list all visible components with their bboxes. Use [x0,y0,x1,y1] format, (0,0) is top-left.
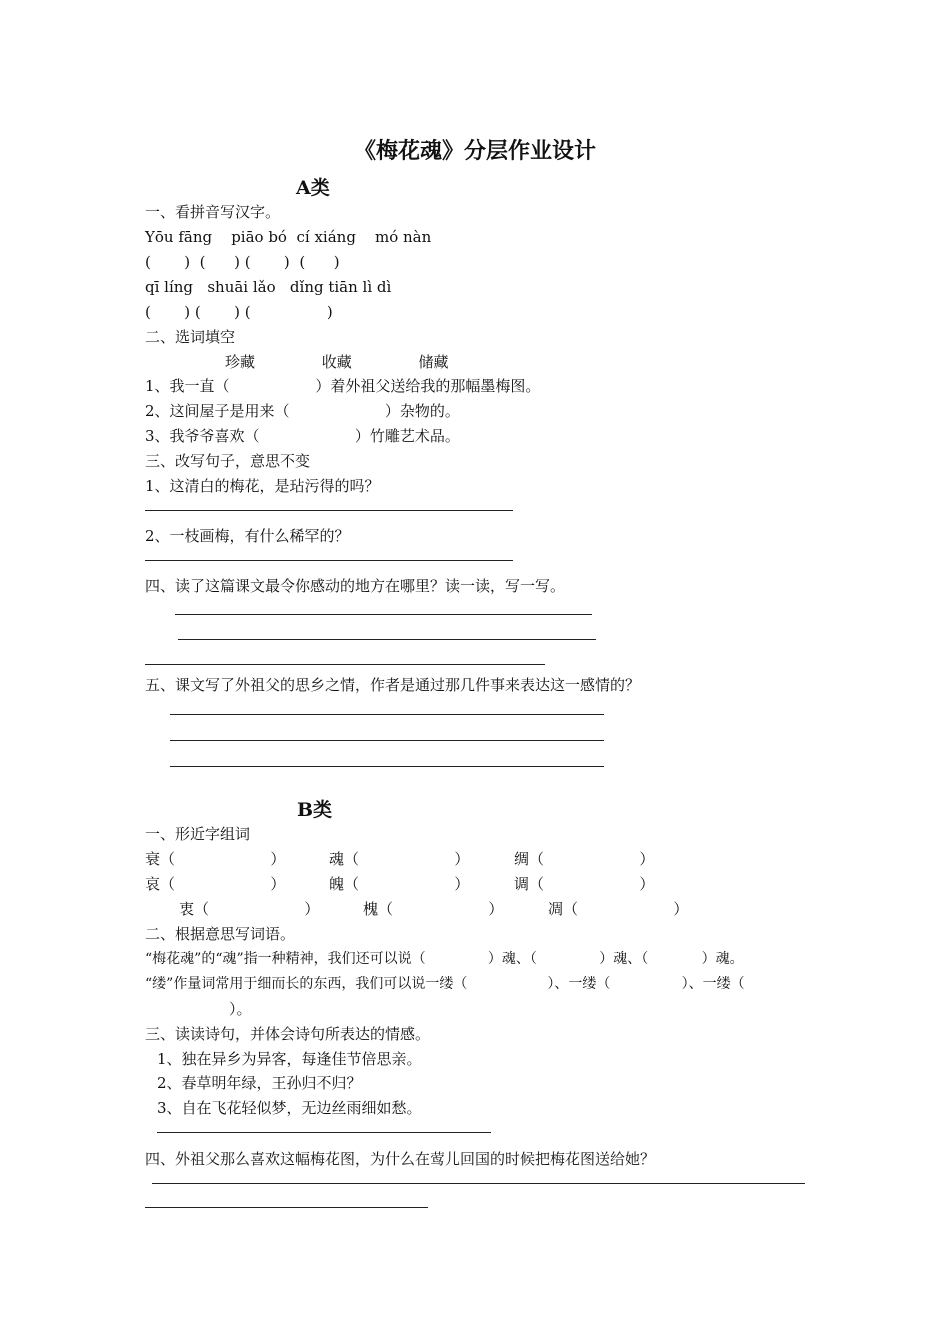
b-q3-title: 三、读读诗句，并体会诗句所表达的情感。 [145,1025,431,1043]
b-q1-title: 一、形近字组词 [145,825,251,843]
a-q5-answer-line-2[interactable] [170,740,604,741]
b-q1-row1-item1[interactable]: 衰（ ） [145,850,286,868]
a-q2-item-2[interactable]: 2、这间屋子是用来（ ）杂物的。 [145,402,460,420]
a-q2-title: 二、选词填空 [145,328,236,346]
a-q4-answer-line-2[interactable] [178,639,596,640]
section-b-heading: B类 [297,799,333,821]
a-q1-blank-row1[interactable]: ( ) ( ) ( ) ( ) [145,253,340,271]
section-a-heading: A类 [296,177,330,199]
a-q1-pinyin-row1: Yōu fāng piāo bó cí xiáng mó nàn [145,228,432,246]
b-q3-poem-1: 1、独在异乡为异客，每逢佳节倍思亲。 [157,1050,422,1068]
a-q3-answer-line-2[interactable] [145,560,513,561]
b-q1-row3-item3[interactable]: 凋（ ） [548,900,689,918]
a-q4-answer-line-3[interactable] [145,664,545,665]
b-q2-line-1[interactable]: “梅花魂”的“魂”指一种精神，我们还可以说（ ）魂、（ ）魂、（ ）魂。 [145,951,744,967]
a-q5-answer-line-1[interactable] [170,714,604,715]
a-q2-item-3[interactable]: 3、我爷爷喜欢（ ）竹雕艺术品。 [145,427,460,445]
a-q2-word-bank: 珍藏 收藏 储藏 [225,353,449,371]
a-q3-title: 三、改写句子，意思不变 [145,452,311,470]
b-q1-row1-item2[interactable]: 魂（ ） [329,850,470,868]
b-q3-poem-2: 2、春草明年绿，王孙归不归？ [157,1074,362,1092]
a-q5-title: 五、课文写了外祖父的思乡之情，作者是通过那几件事来表达这一感情的？ [145,676,641,694]
a-q3-item-1: 1、这清白的梅花，是玷污得的吗？ [145,477,380,495]
b-q1-row3-item2[interactable]: 槐（ ） [363,900,504,918]
b-q3-answer-line[interactable] [157,1132,491,1133]
b-q4-answer-line-1[interactable] [152,1183,805,1184]
a-q3-item-2: 2、一枝画梅，有什么稀罕的？ [145,527,350,545]
document-title: 《梅花魂》分层作业设计 [353,138,596,164]
b-q1-row1-item3[interactable]: 绸（ ） [514,850,655,868]
b-q1-row2-item1[interactable]: 哀（ ） [145,875,286,893]
b-q1-row2-item2[interactable]: 魄（ ） [329,875,470,893]
a-q1-blank-row2[interactable]: ( ) ( ) ( ) [145,303,333,321]
a-q2-item-1[interactable]: 1、我一直（ ）着外祖父送给我的那幅墨梅图。 [145,377,541,395]
a-q1-title: 一、看拼音写汉字。 [145,203,281,221]
b-q1-row3-item1[interactable]: 衷（ ） [179,900,320,918]
a-q4-answer-line-1[interactable] [175,614,592,615]
a-q4-title: 四、读了这篇课文最令你感动的地方在哪里？读一读，写一写。 [145,577,566,595]
b-q1-row2-item3[interactable]: 调（ ） [514,875,655,893]
b-q3-poem-3: 3、自在飞花轻似梦，无边丝雨细如愁。 [157,1099,422,1117]
b-q2-title: 二、根据意思写词语。 [145,925,296,943]
a-q3-answer-line-1[interactable] [145,510,513,511]
a-q5-answer-line-3[interactable] [170,766,604,767]
b-q4-answer-line-2[interactable] [145,1207,428,1208]
a-q1-pinyin-row2: qī líng shuāi lǎo dǐng tiān lì dì [145,278,392,296]
b-q2-line-3: ）。 [229,1000,252,1018]
b-q4-title: 四、外祖父那么喜欢这幅梅花图，为什么在莺儿回国的时候把梅花图送给她？ [145,1150,656,1168]
b-q2-line-2[interactable]: “缕”作量词常用于细而长的东西，我们可以说一缕（ ）、一缕（ ）、一缕（ [145,976,745,992]
